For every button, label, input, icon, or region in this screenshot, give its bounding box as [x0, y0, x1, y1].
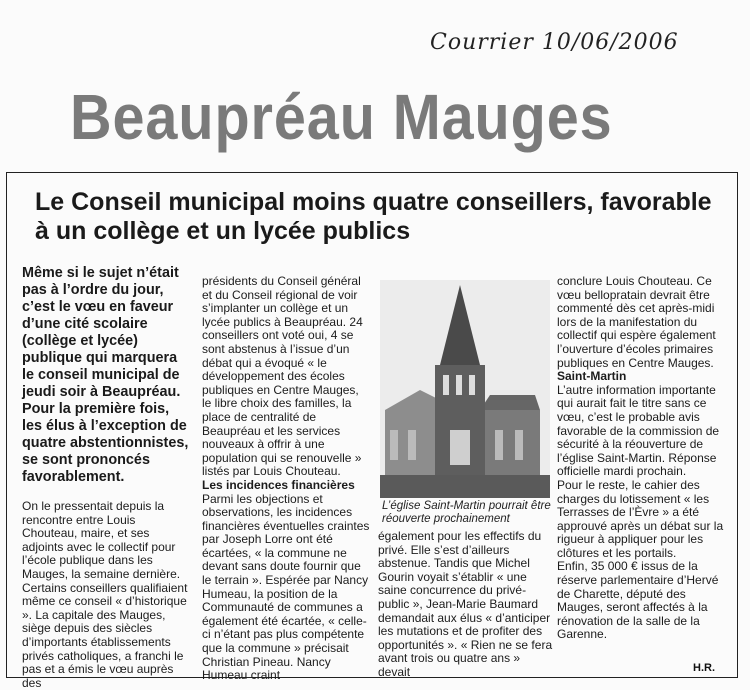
column-2-text-b: Parmi les objections et observations, les incidences financières éventuelles craintes par Joseph Lorre ont été écartées, « la commune ne devant sans doute fournir que le terrain ». Espérée par Nancy Humeau, la position de la Communauté de communes a également été écartée, « celle-ci n’étant pas plus compétente que la commune » précisait Christian Pineau. Nancy Humeau craint	[202, 491, 370, 683]
column-3-text: également pour les effectifs du privé. Elle s’est d’ailleurs abstenue. Tandis que Michel Gourin voyait s’établir « une saine concurrence du privé-public », Jean-Marie Baumard demandait aux élus « d’anticiper les mutations et de profiter des opportunités ». « Rien ne se fera avant trois ou quatre ans » devait	[378, 529, 553, 679]
column-4	[557, 275, 732, 642]
column-3	[378, 530, 553, 680]
column-2	[202, 275, 370, 683]
handwritten-source-date: Courrier 10/06/2006	[430, 30, 679, 55]
column-2-text: présidents du Conseil général et du Conseil régional de voir s’implanter un collège et un lycée publics à Beaupréau. 24 conseillers ont voté oui, 4 se sont abstenus à l’issue d’un débat qui a évoqué « le développement des écoles publiques en Centre Mauges, le libre choix des familles, la place de centralité de Beaupréau et les services nouveaux à offrir à une population qui se renouvelle » listés par Louis Chouteau.	[202, 274, 363, 479]
column-4-text: conclure Louis Chouteau. Ce vœu bellopratain devrait être commenté dès cet après-midi lors de la manifestation du collectif qui espère également l’ouverture d’écoles primaires publiques en Centre Mauges.	[557, 274, 716, 370]
column-4-text-d: Enfin, 35 000 € issus de la réserve parlementaire d’Hervé de Charette, député des Mauges, seront affectés à la rénovation de la salle de la Garenne.	[557, 559, 719, 642]
column-4-text-b: L’autre information importante qui aurait fait le titre sans ce vœu, c’est le probable avis favorable de la commission de sécurité à la réouverture de l’église Saint-Martin. Réponse officielle mardi prochain.	[557, 382, 720, 479]
article-lead: Même si le sujet n’était pas à l’ordre du jour, c’est le vœu en faveur d’une cité scolaire (collège et lycée) publique qui marquera le conseil municipal de jeudi soir à Beaupréau. Pour la première fois, les élus à l’exception de quatre abstentionnistes, se sont prononcés favorablement.	[22, 265, 189, 485]
church-illustration	[380, 280, 550, 498]
photo-caption: L’église Saint-Martin pourrait être réouverte prochainement	[382, 500, 551, 525]
section-title: Beaupréau Mauges	[70, 81, 613, 153]
column-4-text-c: Pour le reste, le cahier des charges du lotissement « les Terrasses de l’Èvre » a été approuvé après un débat sur la rigueur à appliquer pour les clôtures et les portails.	[557, 477, 724, 560]
column-1	[22, 500, 190, 690]
church-photo	[380, 280, 550, 498]
subheading-financial: Les incidences financières	[202, 477, 355, 492]
author-signature: H.R.	[693, 662, 715, 674]
subheading-saint-martin: Saint-Martin	[557, 369, 627, 384]
column-1-text: On le pressentait depuis la rencontre entre Louis Chouteau, maire, et ses adjoints avec le collectif pour l’école publique dans les Mauges, la semaine dernière. Certains conseillers qualifiaient même ce conseil « d’historique ». La capitale des Mauges, siège depuis des siècles d’importants établissements privés catholiques, a franchi le pas et a émis le vœu auprès des	[22, 499, 188, 690]
article-headline: Le Conseil municipal moins quatre conseillers, favorable à un collège et un lycée publics	[35, 188, 712, 245]
